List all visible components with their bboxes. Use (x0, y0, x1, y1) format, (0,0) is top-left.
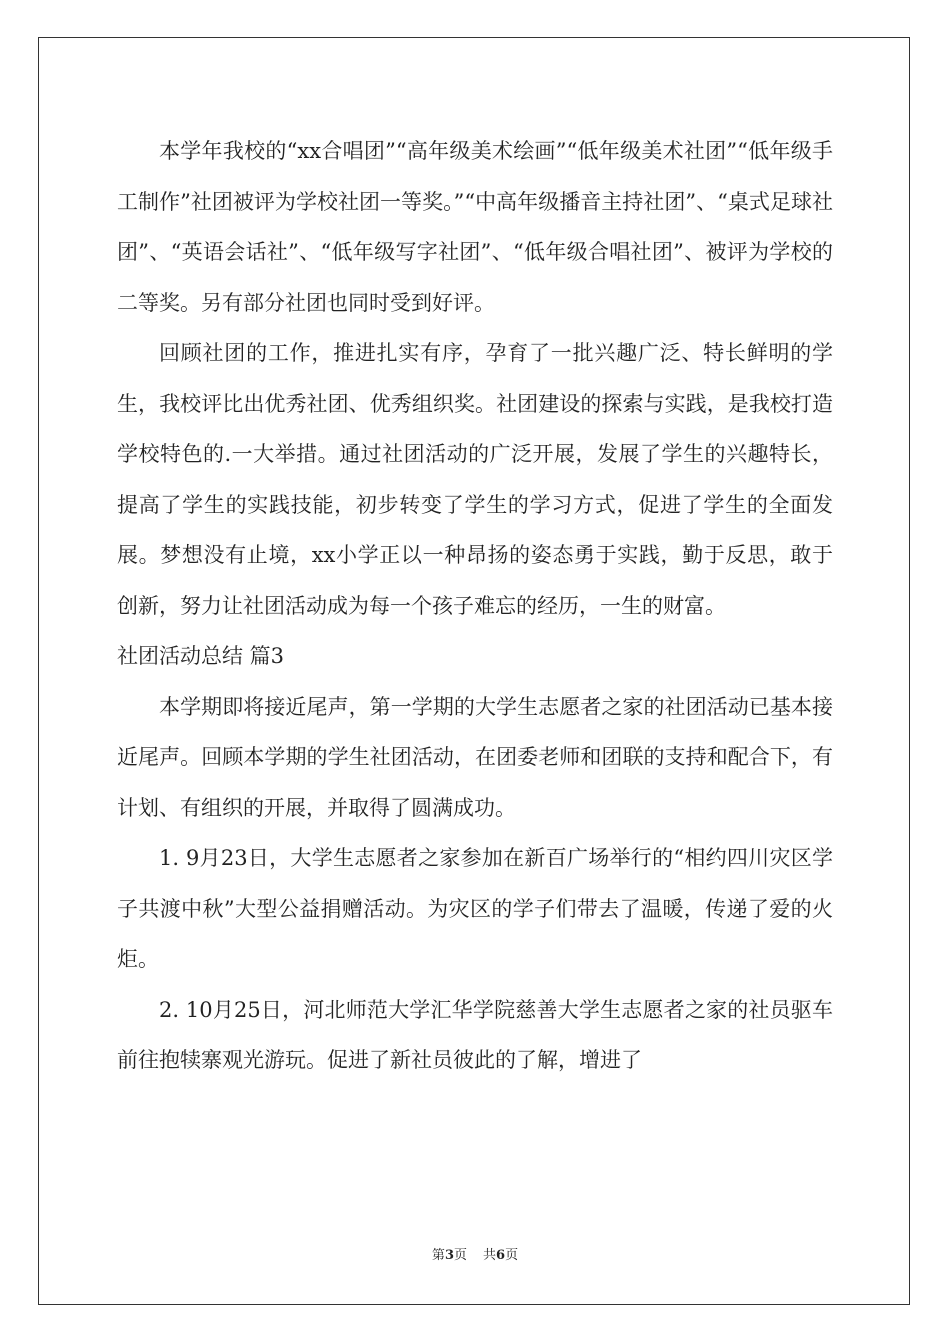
total-label-prefix: 共 (483, 1248, 497, 1263)
page-number: 3 (444, 1248, 454, 1263)
page-label-suffix: 页 (453, 1248, 467, 1263)
paragraph-review: 回顾社团的工作，推进扎实有序，孕育了一批兴趣广泛、特长鲜明的学生，我校评比出优秀社团、优秀组织奖。社团建设的探索与实践，是我校打造学校特色的.一大举措。通过社团活动的广泛开展，发展了学生的兴趣特长，提高了学生的实践技能，初步转变了学生的学习方式，促进了学生的全面发展。梦想没有止境，xx小学正以一种昂扬的姿态勇于实践，勤于反思，敢于创新，努力让社团活动成为每一个孩子难忘的经历，一生的财富。 (117, 341, 833, 618)
total-label-suffix: 页 (505, 1248, 519, 1263)
paragraph-item-2: 2. 10月25日，河北师范大学汇华学院慈善大学生志愿者之家的社员驱车前往抱犊寨观光游玩。促进了新社员彼此的了解，增进了 (117, 997, 833, 1072)
document-body (117, 126, 833, 1086)
paragraph-awards: 本学年我校的“xx合唱团”“高年级美术绘画”“低年级美术社团”“低年级手工制作”社团被评为学校社团一等奖。”“中高年级播音主持社团”、“桌式足球社团”、“英语会话社”、“低年级写字社团”、“低年级合唱社团”、被评为学校的二等奖。另有部分社团也同时受到好评。 (117, 139, 833, 315)
section-heading: 社团活动总结 篇3 (117, 644, 285, 668)
total-pages: 6 (496, 1248, 506, 1263)
paragraph-item-1: 1. 9月23日，大学生志愿者之家参加在新百广场举行的“相约四川灾区学子共渡中秋”大型公益捐赠活动。为灾区的学子们带去了温暖，传递了爱的火炬。 (117, 846, 833, 971)
page-label-prefix: 第 (431, 1248, 445, 1263)
paragraph-semester-intro: 本学期即将接近尾声，第一学期的大学生志愿者之家的社团活动已基本接近尾声。回顾本学期的学生社团活动，在团委老师和团联的支持和配合下，有计划、有组织的开展，并取得了圆满成功。 (117, 694, 833, 820)
page-footer (0, 1244, 950, 1263)
